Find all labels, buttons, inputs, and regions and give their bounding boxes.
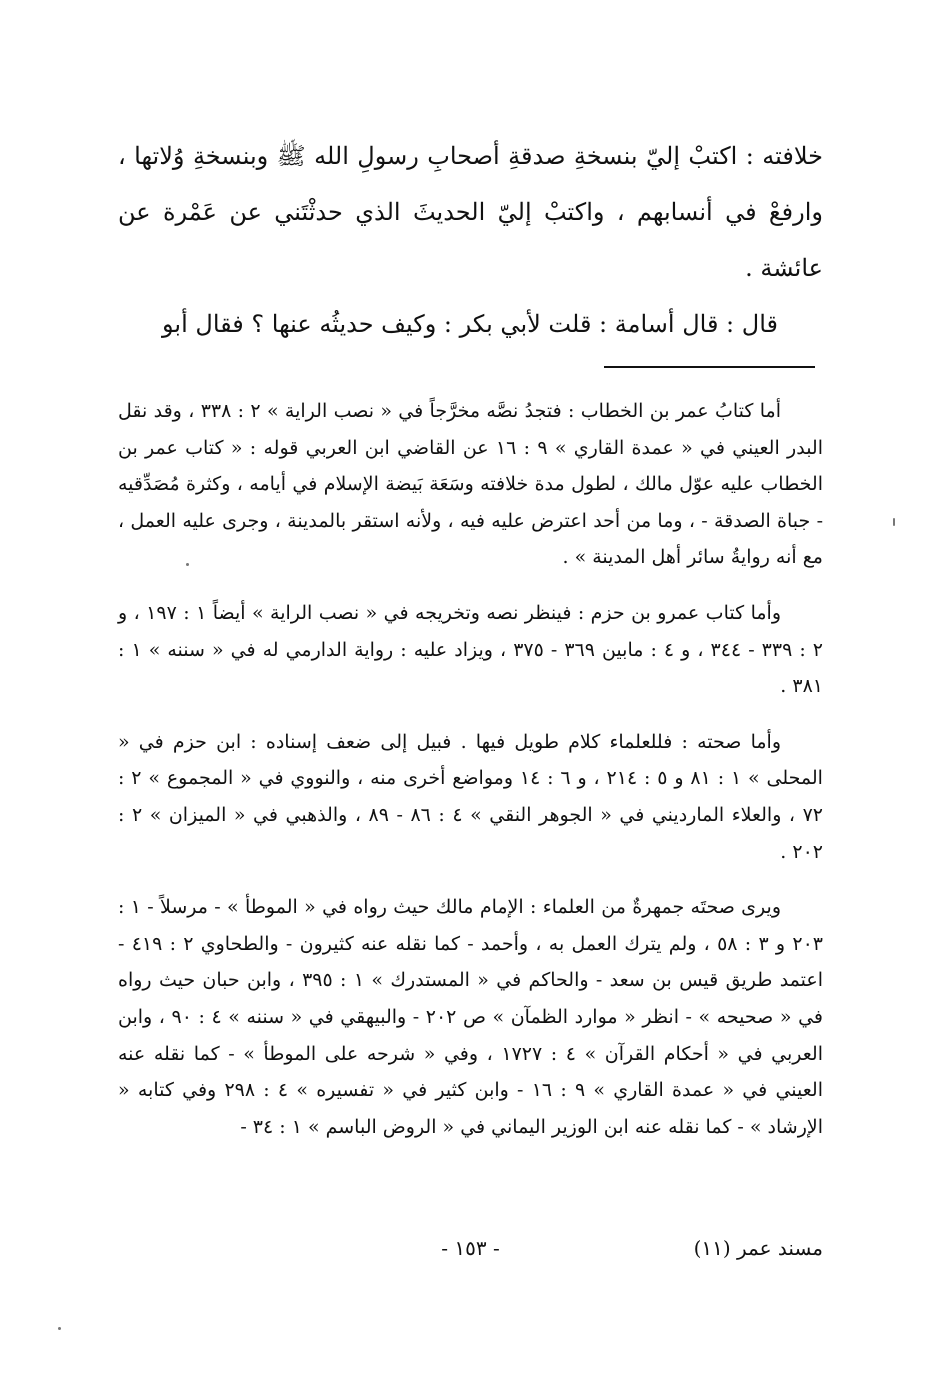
footnote-paragraph-1: أما كتابُ عمر بن الخطاب : فتجدُ نصَّه مخرَّجاً في « نصب الراية » ٢ : ٣٣٨ ، وقد نقل البدر العيني في « عمدة القاري » ٩ : ١٦ عن القاضي ابن العربي قوله : « كتاب عمر بن الخطاب عليه عوّل مالك ، لطول مدة خلافته وسَعَة بَيضة الإسلام في أيامه ، وكثرة مُصَدِّقيه - جباة الصدقة - ، وما من أحد اعترض عليه فيه ، ولأنه استقر بالمدينة ، وجرى عليه العمل ، مع أنه روايةُ سائر أهل المدينة » . bbox=[118, 400, 823, 569]
footnote-paragraph-3: وأما صحته : فللعلماء كلام طويل فيها . فبيل إلى ضعف إسناده : ابن حزم في « المحلى » ١ : ٨١ و ٥ : ٢١٤ ، و ٦ : ١٤ ومواضع أخرى منه ، والنووي في « المجموع » ٢ : ٧٢ ، والعلاء المارديني في « الجوهر النقي » ٤ : ٨٦ - ٨٩ ، والذهبي في « الميزان » ٢ : ٢٠٢ . bbox=[118, 730, 824, 863]
footnotes-block bbox=[118, 393, 823, 1164]
footnote-paragraph-2: وأما كتاب عمرو بن حزم : فينظر نصه وتخريجه في « نصب الراية » أيضاً ١ : ١٩٧ ، و ٢ : ٣٣٩ - ٣٤٤ ، و ٤ : مابين ٣٦٩ - ٣٧٥ ، ويزاد عليه : رواية الدارمي له في « سننه » ١ : ٣٨١ . bbox=[118, 601, 823, 698]
scan-speck bbox=[893, 518, 895, 526]
scan-speck bbox=[186, 563, 189, 566]
footnote-separator-rule bbox=[604, 366, 815, 368]
main-paragraph-2: قال : قال أسامة : قلت لأبي بكر : وكيف حديثُه عنها ؟ فقال أبو bbox=[162, 310, 778, 338]
scan-speck bbox=[58, 1327, 61, 1330]
main-paragraph-1: خلافته : اكتبْ إليّ بنسخةِ صدقةِ أصحابِ رسولِ الله ﷺ وبنسخةِ وُلاتها ، وارفعْ في أنسابهم ، واكتبْ إليّ الحديثَ الذي حدثْتَني عن عَمْرة عن عائشة . bbox=[118, 142, 823, 282]
footnote-paragraph-4: ويرى صحتَه جمهرةٌ من العلماء : الإمام مالك حيث رواه في « الموطأ » - مرسلاً - ١ : ٢٠٣ و ٣ : ٥٨ ، ولم يترك العمل به ، وأحمد - كما نقله عنه كثيرون - والطحاوي ٢ : ٤١٩ - اعتمد طريق قيس بن سعد - والحاكم في « المستدرك » ١ : ٣٩٥ ، وابن حبان حيث رواه في « صحيحه » - انظر « موارد الظمآن » ص ٢٠٢ - والبيهقي في « سننه » ٤ : ٩٠ ، وابن العربي في « أحكام القرآن » ٤ : ١٧٢٧ ، وفي « شرحه على الموطأ » - كما نقله عنه العيني في « عمدة القاري » ٩ : ١٦ - وابن كثير في « تفسيره » ٤ : ٢٩٨ وفي كتابه « الإرشاد » - كما نقله عنه ابن الوزير اليماني في « الروض الباسم » ١ : ٣٤ - bbox=[118, 896, 824, 1138]
page-number: - ١٥٣ - bbox=[441, 1236, 500, 1260]
series-title: مسند عمر (١١) bbox=[693, 1236, 823, 1260]
page-footer bbox=[118, 1232, 823, 1272]
main-text-block bbox=[118, 128, 823, 352]
